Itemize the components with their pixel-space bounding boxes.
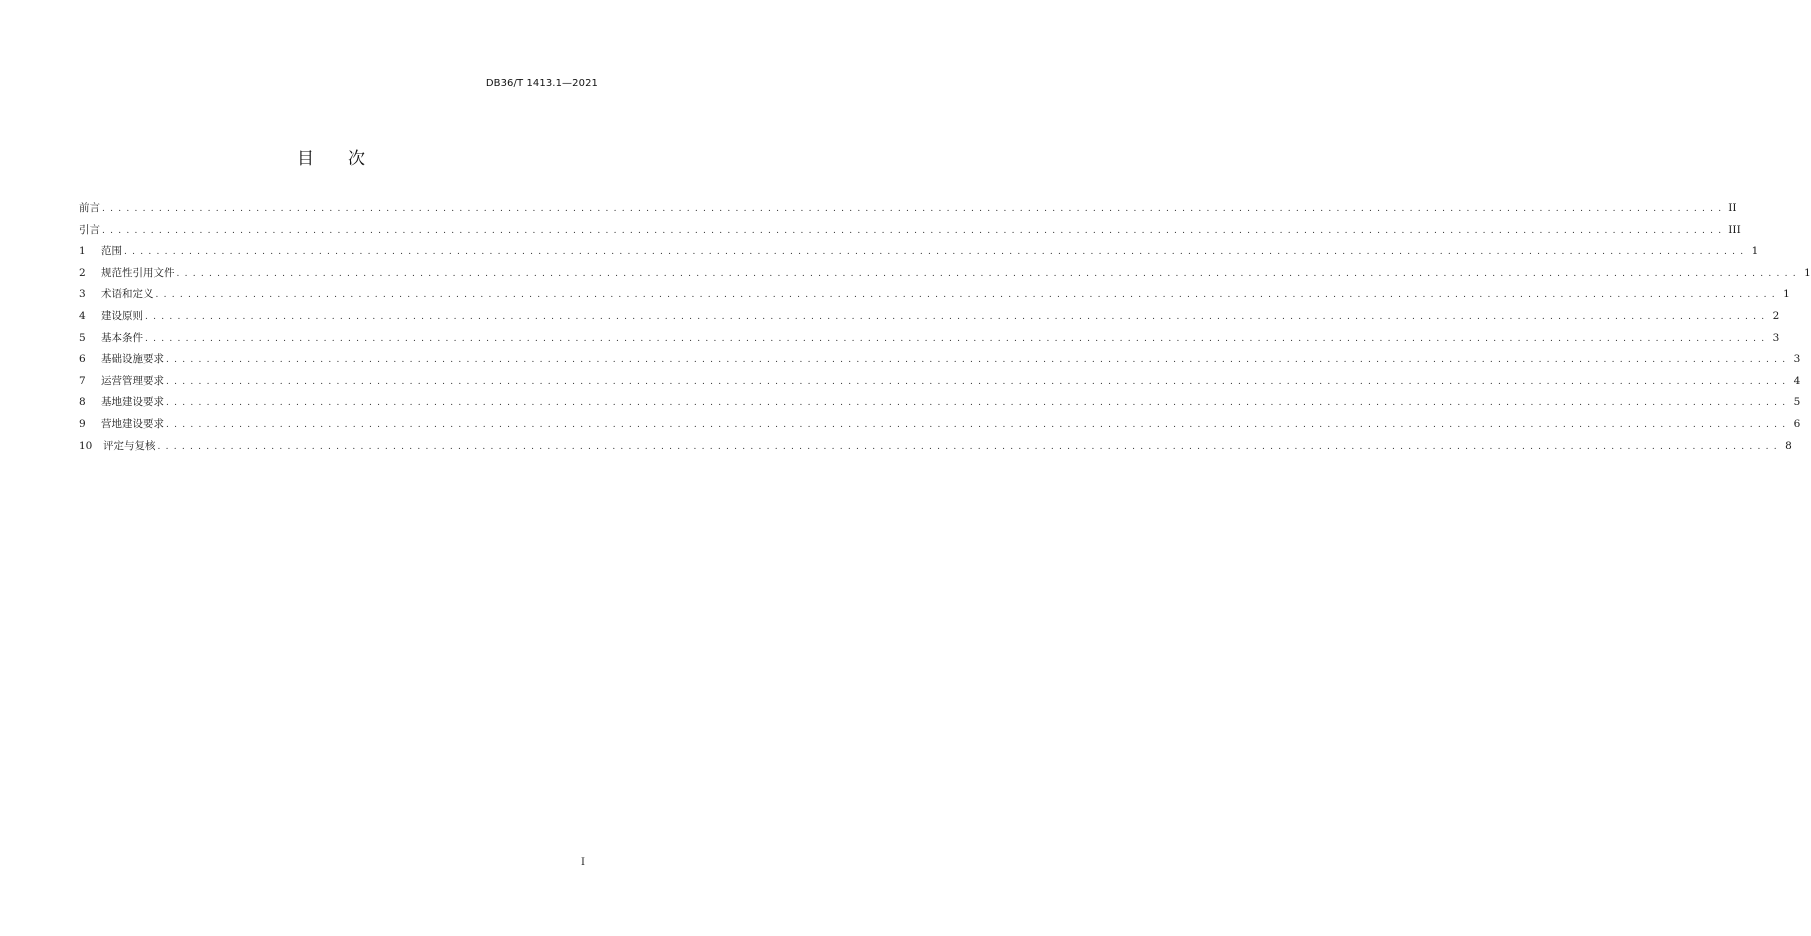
toc-entry-page: 3 <box>1772 331 1780 344</box>
toc-entry-page: 4 <box>1793 374 1801 387</box>
standard-code-header: DB36/T 1413.1—2021 <box>485 78 598 89</box>
toc-entry-number: 6 <box>79 353 86 366</box>
toc-entry-9[interactable] <box>79 414 1801 436</box>
toc-entry-label: 范围 <box>101 245 122 258</box>
toc-entry-label: 基地建设要求 <box>101 396 164 409</box>
toc-entry-page: 1 <box>1783 288 1790 301</box>
toc-entry-label: 规范性引用文件 <box>101 266 175 279</box>
toc-leader-dots: . . . . . . . . . . . . . . . . . . . . . . . . . . . . . . . . . . . . . . . . . . . . . . . . . . . . . . . . . . . . . . . . . . . . . . . . . . . . . . . . . . . . . . . . . . . . . . . . . . . . . . . . . . . . . . . . . . . . . . . . . . . . . . . . . . . . . . . . . . . . . . . . . . . . . . . . . . . . . . . . . . . . . . . . . . . . . . . . . . . . . . . . . . . . . . . . . . . . . . . . <box>145 311 1766 322</box>
toc-leader-dots: . . . . . . . . . . . . . . . . . . . . . . . . . . . . . . . . . . . . . . . . . . . . . . . . . . . . . . . . . . . . . . . . . . . . . . . . . . . . . . . . . . . . . . . . . . . . . . . . . . . . . . . . . . . . . . . . . . . . . . . . . . . . . . . . . . . . . . . . . . . . . . . . . . . . . . . . . . . . . . . . . . . . . . . . . . . . . . . . . . . . . . . . . . . . . . . . . . . . . . . . <box>155 290 1776 301</box>
toc-entry-10[interactable] <box>79 436 1792 458</box>
toc-entry-page: 3 <box>1793 353 1801 366</box>
toc-title-char-1: 目 <box>297 149 314 169</box>
toc-entry-label: 评定与复核 <box>103 439 156 452</box>
toc-entry-number: 3 <box>79 288 86 301</box>
toc-entry-label: 基本条件 <box>101 331 143 344</box>
toc-title <box>0 144 662 169</box>
toc-entry-foreword[interactable] <box>79 198 1737 220</box>
toc-leader-dots: . . . . . . . . . . . . . . . . . . . . . . . . . . . . . . . . . . . . . . . . . . . . . . . . . . . . . . . . . . . . . . . . . . . . . . . . . . . . . . . . . . . . . . . . . . . . . . . . . . . . . . . . . . . . . . . . . . . . . . . . . . . . . . . . . . . . . . . . . . . . . . . . . . . . . . . . . . . . . . . . . . . . . . . . . . . . . . . . . . . . . . . . . . . . . . . . . . . . . . . . <box>166 355 1787 366</box>
toc-entry-number: 9 <box>79 417 86 430</box>
toc-entry-number: 5 <box>79 331 86 344</box>
table-of-contents <box>79 198 1811 457</box>
toc-leader-dots: . . . . . . . . . . . . . . . . . . . . . . . . . . . . . . . . . . . . . . . . . . . . . . . . . . . . . . . . . . . . . . . . . . . . . . . . . . . . . . . . . . . . . . . . . . . . . . . . . . . . . . . . . . . . . . . . . . . . . . . . . . . . . . . . . . . . . . . . . . . . . . . . . . . . . . . . . . . . . . . . . . . . . . . . . . . . . . . . . . . . . . . . . . . . . . . . . . . . . . . . <box>157 441 1778 452</box>
toc-entry-label: 基础设施要求 <box>101 353 164 366</box>
toc-entry-7[interactable] <box>79 371 1801 393</box>
toc-entry-6[interactable] <box>79 349 1801 371</box>
toc-entry-number: 8 <box>79 396 86 409</box>
toc-leader-dots: . . . . . . . . . . . . . . . . . . . . . . . . . . . . . . . . . . . . . . . . . . . . . . . . . . . . . . . . . . . . . . . . . . . . . . . . . . . . . . . . . . . . . . . . . . . . . . . . . . . . . . . . . . . . . . . . . . . . . . . . . . . . . . . . . . . . . . . . . . . . . . . . . . . . . . . . . . . . . . . . . . . . . . . . . . . . . . . . . . . . . . . . . . . . . . . . . . . . . . . . <box>145 333 1766 344</box>
toc-leader-dots: . . . . . . . . . . . . . . . . . . . . . . . . . . . . . . . . . . . . . . . . . . . . . . . . . . . . . . . . . . . . . . . . . . . . . . . . . . . . . . . . . . . . . . . . . . . . . . . . . . . . . . . . . . . . . . . . . . . . . . . . . . . . . . . . . . . . . . . . . . . . . . . . . . . . . . . . . . . . . . . . . . . . . . . . . . . . . . . . . . . . . . . . . . . . . . . . . . . . . . . . <box>102 204 1723 214</box>
toc-entry-page: 5 <box>1793 396 1801 409</box>
toc-entry-number: 2 <box>79 266 86 279</box>
toc-entry-page: 6 <box>1793 417 1801 430</box>
toc-entry-page: II <box>1728 202 1737 214</box>
toc-entry-5[interactable] <box>79 328 1780 350</box>
toc-entry-introduction[interactable] <box>79 220 1741 242</box>
toc-entry-4[interactable] <box>79 306 1780 328</box>
toc-entry-8[interactable] <box>79 392 1801 414</box>
toc-entry-3[interactable] <box>79 284 1790 306</box>
toc-leader-dots: . . . . . . . . . . . . . . . . . . . . . . . . . . . . . . . . . . . . . . . . . . . . . . . . . . . . . . . . . . . . . . . . . . . . . . . . . . . . . . . . . . . . . . . . . . . . . . . . . . . . . . . . . . . . . . . . . . . . . . . . . . . . . . . . . . . . . . . . . . . . . . . . . . . . . . . . . . . . . . . . . . . . . . . . . . . . . . . . . . . . . . . . . . . . . . . . . . . . . . . . <box>166 376 1787 387</box>
toc-leader-dots: . . . . . . . . . . . . . . . . . . . . . . . . . . . . . . . . . . . . . . . . . . . . . . . . . . . . . . . . . . . . . . . . . . . . . . . . . . . . . . . . . . . . . . . . . . . . . . . . . . . . . . . . . . . . . . . . . . . . . . . . . . . . . . . . . . . . . . . . . . . . . . . . . . . . . . . . . . . . . . . . . . . . . . . . . . . . . . . . . . . . . . . . . . . . . . . . . . . . . . . . <box>176 268 1797 279</box>
toc-entry-1[interactable] <box>79 241 1759 263</box>
toc-title-char-2: 次 <box>348 149 365 169</box>
toc-leader-dots: . . . . . . . . . . . . . . . . . . . . . . . . . . . . . . . . . . . . . . . . . . . . . . . . . . . . . . . . . . . . . . . . . . . . . . . . . . . . . . . . . . . . . . . . . . . . . . . . . . . . . . . . . . . . . . . . . . . . . . . . . . . . . . . . . . . . . . . . . . . . . . . . . . . . . . . . . . . . . . . . . . . . . . . . . . . . . . . . . . . . . . . . . . . . . . . . . . . . . . . . <box>124 247 1745 258</box>
toc-leader-dots: . . . . . . . . . . . . . . . . . . . . . . . . . . . . . . . . . . . . . . . . . . . . . . . . . . . . . . . . . . . . . . . . . . . . . . . . . . . . . . . . . . . . . . . . . . . . . . . . . . . . . . . . . . . . . . . . . . . . . . . . . . . . . . . . . . . . . . . . . . . . . . . . . . . . . . . . . . . . . . . . . . . . . . . . . . . . . . . . . . . . . . . . . . . . . . . . . . . . . . . . <box>166 419 1787 430</box>
toc-entry-number: 10 <box>79 439 93 452</box>
toc-entry-label: 运营管理要求 <box>101 374 164 387</box>
toc-entry-page: 1 <box>1751 245 1759 258</box>
toc-entry-label: 术语和定义 <box>101 288 154 301</box>
toc-entry-2[interactable] <box>79 263 1811 285</box>
toc-entry-page: 8 <box>1785 439 1792 452</box>
toc-entry-number: 4 <box>79 309 86 322</box>
toc-entry-label: 引言 <box>79 223 100 236</box>
toc-entry-label: 营地建设要求 <box>101 417 164 430</box>
toc-entry-label: 前言 <box>79 202 100 214</box>
toc-entry-number: 7 <box>79 374 86 387</box>
toc-leader-dots: . . . . . . . . . . . . . . . . . . . . . . . . . . . . . . . . . . . . . . . . . . . . . . . . . . . . . . . . . . . . . . . . . . . . . . . . . . . . . . . . . . . . . . . . . . . . . . . . . . . . . . . . . . . . . . . . . . . . . . . . . . . . . . . . . . . . . . . . . . . . . . . . . . . . . . . . . . . . . . . . . . . . . . . . . . . . . . . . . . . . . . . . . . . . . . . . . . . . . . . . <box>102 225 1723 236</box>
page-number: I <box>581 857 585 868</box>
toc-entry-page: 1 <box>1804 266 1811 279</box>
toc-entry-page: 2 <box>1772 309 1780 322</box>
toc-entry-number: 1 <box>79 245 86 258</box>
toc-leader-dots: . . . . . . . . . . . . . . . . . . . . . . . . . . . . . . . . . . . . . . . . . . . . . . . . . . . . . . . . . . . . . . . . . . . . . . . . . . . . . . . . . . . . . . . . . . . . . . . . . . . . . . . . . . . . . . . . . . . . . . . . . . . . . . . . . . . . . . . . . . . . . . . . . . . . . . . . . . . . . . . . . . . . . . . . . . . . . . . . . . . . . . . . . . . . . . . . . . . . . . . . <box>166 398 1787 409</box>
toc-entry-label: 建设原则 <box>101 309 143 322</box>
toc-entry-page: III <box>1728 223 1741 236</box>
